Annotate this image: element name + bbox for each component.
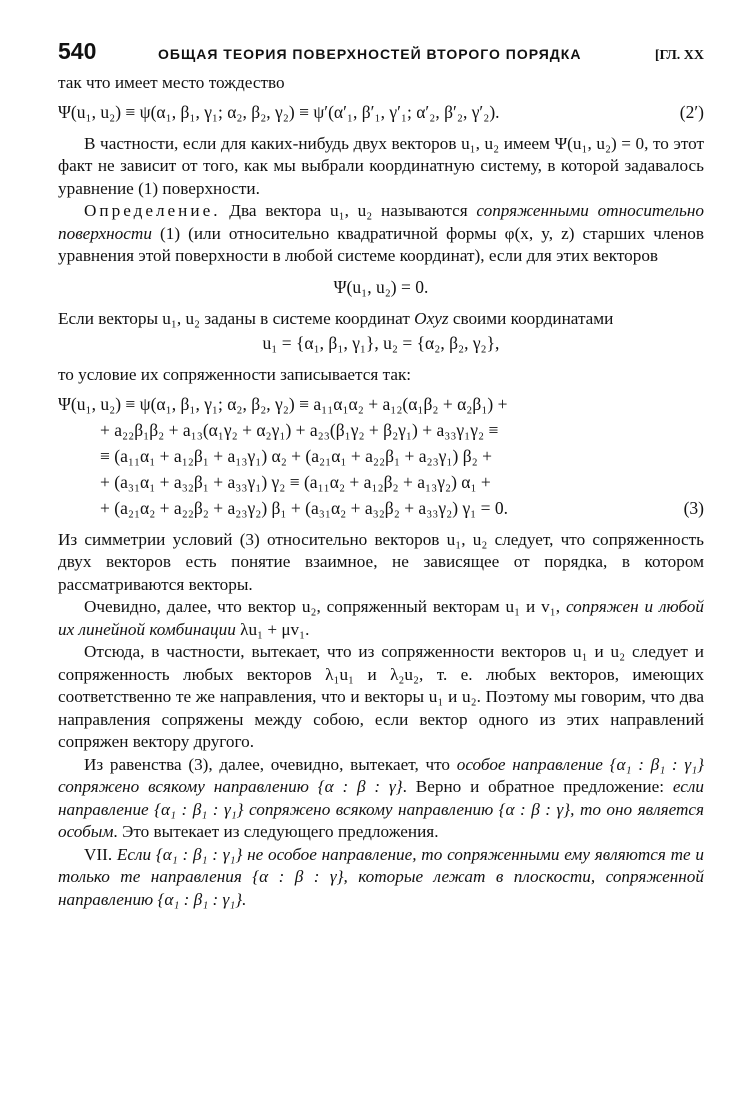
coordinate-system-name: Oxyz bbox=[414, 308, 449, 328]
paragraph-coordinates bbox=[58, 308, 704, 331]
paragraph-intro: так что имеет место тождество bbox=[58, 73, 285, 92]
equation-3-line-4: + (a₃₁α₁ + a₃₂β₁ + a₃₃γ₁) γ₂ ≡ (a₁₁α₂ + a₁₂β₂ + a₁₃γ₂) α₁ + bbox=[100, 471, 491, 492]
paragraph-singular-direction bbox=[58, 754, 704, 844]
definition-text-b: (1) (или относительно квадратичной формы φ(x, y, z) старших членов уравнения этой поверхности в любой системе координат), если для этих векторов bbox=[58, 223, 704, 265]
definition-text-a: Два вектора u₁, u₂ называются bbox=[220, 201, 477, 220]
paragraph-symmetry: Из симметрии условий (3) относительно векторов u₁, u₂ следует, что сопряженность двух векторов есть понятие взаимное, не зависящее от порядка, в котором рассматриваются векторы. bbox=[58, 529, 704, 594]
chapter-mark: [ГЛ. XX bbox=[654, 48, 704, 63]
theorem-vii bbox=[58, 844, 704, 912]
equation-3 bbox=[58, 391, 704, 521]
equation-3-line-3: ≡ (a₁₁α₁ + a₁₂β₁ + a₁₃γ₁) α₂ + (a₂₁α₁ + a₂₂β₁ + a₂₃γ₁) β₂ + bbox=[100, 445, 492, 466]
equation-3-number: (3) bbox=[683, 497, 704, 518]
theorem-number: VII. bbox=[84, 844, 113, 864]
equation-2-prime-number: (2′) bbox=[679, 101, 704, 122]
paragraph-in-particular: В частности, если для каких-нибудь двух векторов u₁, u₂ имеем Ψ(u₁, u₂) = 0, то этот факт не зависит от того, как мы выбрали координатную систему, в которой задавалось уравнение (1) поверхности. bbox=[58, 133, 704, 198]
singular-text-b: . Верно и обратное предложение: bbox=[402, 777, 673, 796]
equation-3-line-5 bbox=[58, 495, 704, 521]
equation-3-line-5-body: + (a₂₁α₂ + a₂₂β₂ + a₂₃γ₂) β₁ + (a₃₁α₂ + a₃₂β₂ + a₃₃γ₂) γ₁ = 0. bbox=[100, 497, 509, 518]
theorem-statement: Если {α₁ : β₁ : γ₁} не особое направление, то сопряженными ему являются те и только те направления {α : β : γ}, которые лежат в плоскости, сопряженной направлению {α₁ : β₁ : γ₁}. bbox=[58, 844, 704, 909]
equation-2-prime bbox=[58, 99, 704, 125]
definition-term: сопряженными относительно поверхности bbox=[58, 201, 704, 243]
equation-3-line-2: + a₂₂β₁β₂ + a₁₃(α₁γ₂ + α₂γ₁) + a₂₃(β₁γ₂ + β₂γ₁) + a₃₃γ₁γ₂ ≡ bbox=[100, 419, 499, 440]
paragraph-directions: Отсюда, в частности, вытекает, что из сопряженности векторов u₁ и u₂ следует и сопряженность любых векторов λ₁u₁ и λ₂u₂, т. е. любых векторов, имеющих соответственно те же направления, что и векторы u₁ и u₂. Поэтому мы говорим, что два направления сопряжены между собою, если вектор одного из этих направлений сопряжен вектору другого. bbox=[58, 642, 704, 751]
equation-3-line-1: Ψ(u₁, u₂) ≡ ψ(α₁, β₁, γ₁; α₂, β₂, γ₂) ≡ a₁₁α₁α₂ + a₁₂(α₁β₂ + α₂β₁) + bbox=[58, 393, 508, 414]
coordinates-text-a: Если векторы u₁, u₂ заданы в системе координат bbox=[58, 308, 415, 328]
singular-text-a: Из равенства (3), далее, очевидно, вытекает, что bbox=[84, 754, 457, 774]
book-page bbox=[58, 38, 704, 911]
linear-text-italic: сопряжен и любой их линейной комбинации bbox=[58, 597, 704, 639]
definition-label: Определение. bbox=[84, 201, 221, 220]
paragraph-condition: то условие их сопряженности записывается так: bbox=[58, 365, 412, 384]
equation-coordinates: u₁ = {α₁, β₁, γ₁}, u₂ = {α₂, β₂, γ₂}, bbox=[262, 333, 500, 353]
coordinates-text-b: своими координатами bbox=[448, 308, 614, 328]
paragraph-definition bbox=[58, 200, 704, 268]
paragraph-linear-combination bbox=[58, 596, 704, 641]
linear-text-a: Очевидно, далее, что вектор u₂, сопряженный векторам u₁ и v₁, bbox=[84, 597, 566, 616]
page-number: 540 bbox=[58, 38, 97, 64]
equation-2-prime-body: Ψ(u₁, u₂) ≡ ψ(α₁, β₁, γ₁; α₂, β₂, γ₂) ≡ ψ′(α′₁, β′₁, γ′₁; α′₂, β′₂, γ′₂). bbox=[58, 101, 500, 122]
page-header bbox=[58, 38, 704, 72]
linear-text-b: λu₁ + μv₁. bbox=[235, 619, 310, 639]
equation-definition: Ψ(u₁, u₂) = 0. bbox=[333, 276, 429, 297]
singular-text-c: . Это вытекает из следующего предложения. bbox=[113, 822, 439, 841]
running-head: ОБЩАЯ ТЕОРИЯ ПОВЕРХНОСТЕЙ ВТОРОГО ПОРЯДКА bbox=[158, 46, 582, 62]
singular-italic-2: если направление {α₁ : β₁ : γ₁} сопряжено всякому направлению {α : β : γ}, то оно является особым bbox=[58, 777, 704, 841]
singular-italic-1: особое направление {α₁ : β₁ : γ₁} сопряжено всякому направлению {α : β : γ} bbox=[58, 754, 704, 796]
